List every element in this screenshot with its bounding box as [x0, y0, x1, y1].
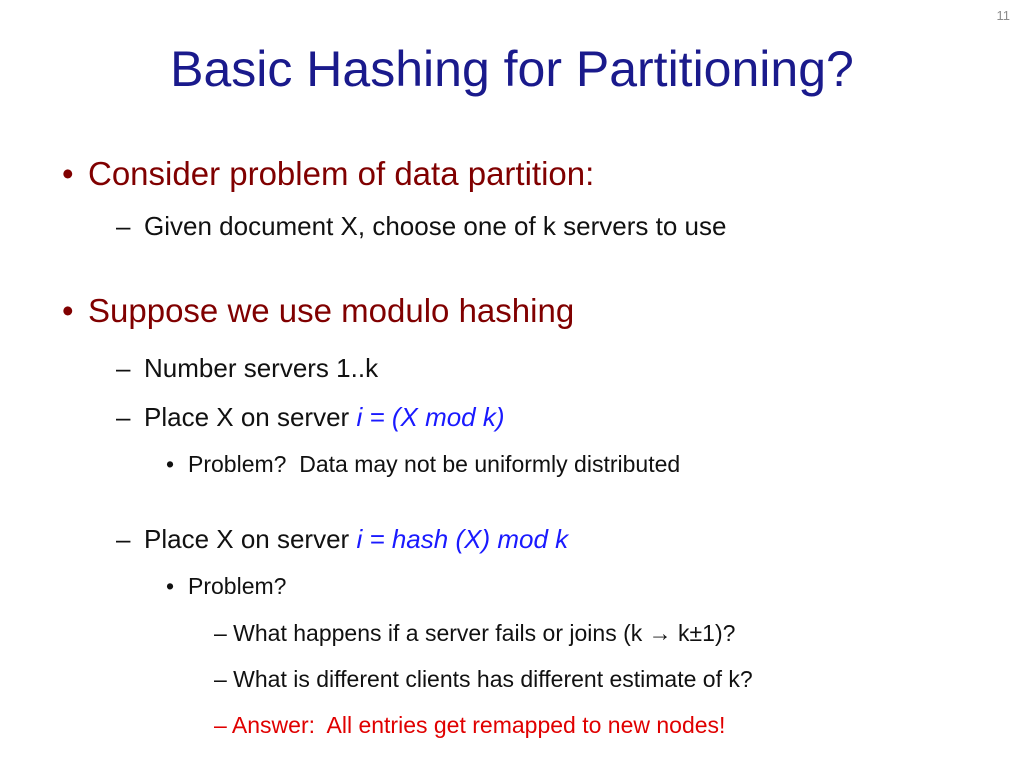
subbullet-text: Given document X, choose one of k servers to use — [144, 211, 727, 241]
bullet-text: Consider problem of data partition: — [88, 155, 595, 192]
bullet-text: Suppose we use modulo hashing — [88, 292, 575, 329]
dash-marker: – — [116, 353, 131, 383]
item-text: What happens if a server fails or joins (k — [226, 620, 649, 646]
slide-title: Basic Hashing for Partitioning? — [170, 41, 854, 97]
subbullet-text: Place X on server — [144, 524, 357, 554]
bullet-modulo-hashing — [62, 292, 574, 330]
item-text: What is different clients has different estimate of k? — [226, 666, 753, 692]
dash-marker: – — [214, 712, 227, 738]
right-arrow-icon: → — [648, 620, 672, 646]
formula-hash: i = hash (X) mod k — [356, 524, 569, 554]
bullet-marker: • — [166, 573, 175, 599]
bullet-marker: • — [62, 292, 74, 329]
dash-marker: – — [116, 211, 131, 241]
subbullet-number-servers — [116, 353, 378, 384]
bullet-consider-problem — [62, 155, 594, 193]
slide-number: 11 — [996, 8, 1010, 23]
subbullet-place-hash — [116, 524, 568, 555]
subbullet-place-mod — [116, 402, 505, 433]
subbullet-given-document — [116, 211, 726, 242]
subsubbullet-not-uniform — [166, 451, 680, 478]
item-different-clients — [214, 666, 753, 693]
answer-text: Answer: All entries get remapped to new nodes! — [226, 712, 726, 738]
subbullet-text: Place X on server — [144, 402, 357, 432]
item-text-suffix: k±1)? — [671, 620, 736, 646]
subsubbullet-text: Problem? — [188, 573, 287, 599]
subsubbullet-problem — [166, 573, 286, 600]
subbullet-text: Number servers 1..k — [144, 353, 379, 383]
dash-marker: – — [214, 620, 227, 646]
bullet-marker: • — [62, 155, 74, 192]
dash-marker: – — [214, 666, 227, 692]
item-server-fails — [214, 620, 735, 647]
bullet-marker: • — [166, 451, 175, 477]
item-answer — [214, 712, 725, 739]
dash-marker: – — [116, 402, 131, 432]
subsubbullet-text: Problem? Data may not be uniformly distributed — [188, 451, 681, 477]
dash-marker: – — [116, 524, 131, 554]
formula-mod: i = (X mod k) — [356, 402, 505, 432]
